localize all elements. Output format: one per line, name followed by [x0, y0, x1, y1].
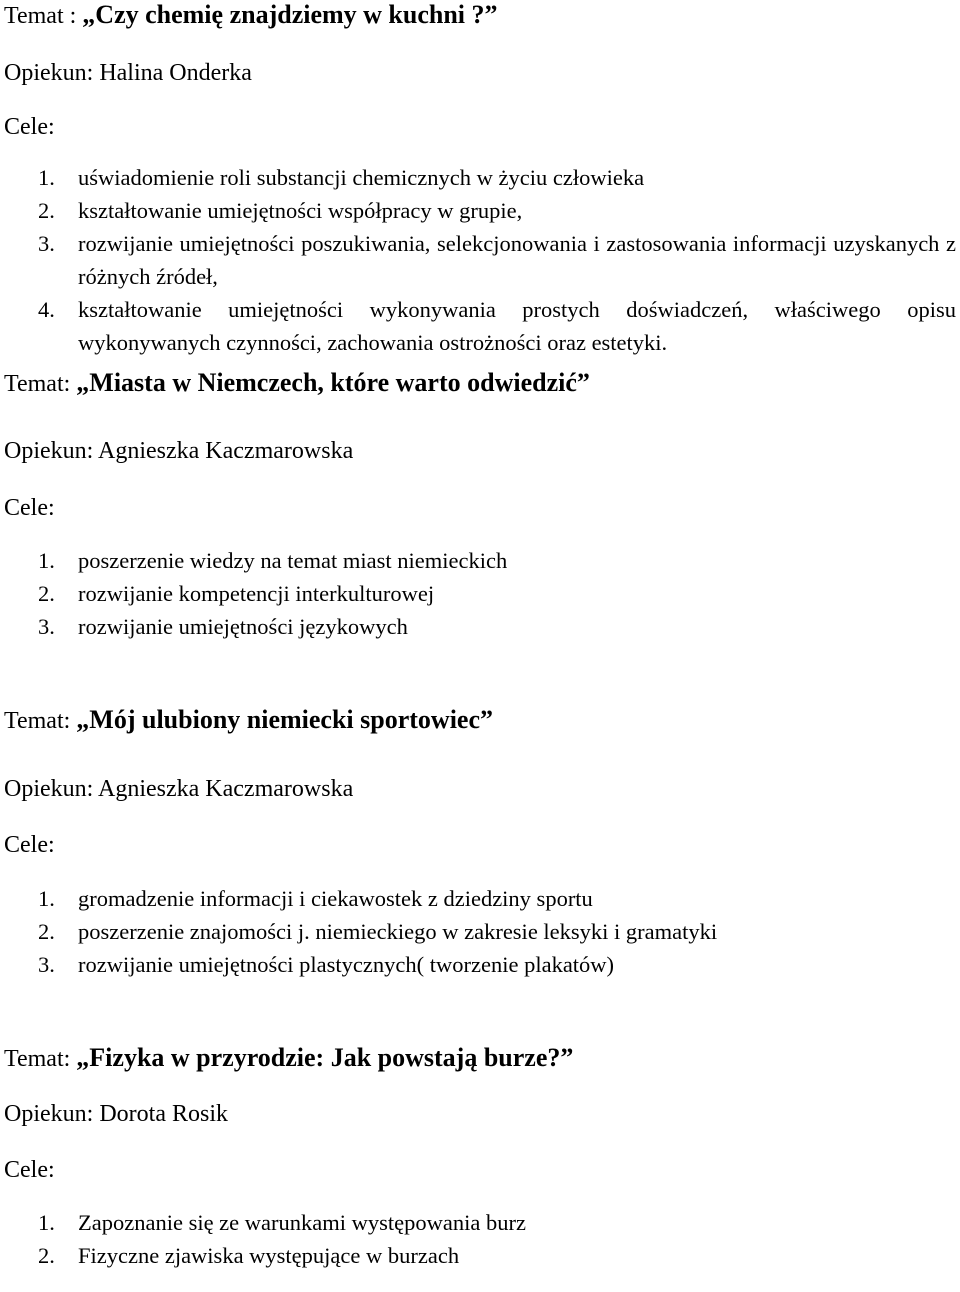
topic-heading	[4, 0, 956, 31]
goal-text: Zapoznanie się ze warunkami występowania burz	[78, 1210, 526, 1235]
document	[4, 0, 956, 1272]
goals-label: Cele:	[4, 832, 55, 858]
goal-number: 1.	[38, 1210, 55, 1235]
goal-text: poszerzenie znajomości j. niemieckiego w zakresie leksyki i gramatyki	[78, 919, 718, 944]
goals-list	[4, 1206, 956, 1272]
goal-number: 2.	[38, 198, 55, 223]
goals-label: Cele:	[4, 114, 55, 140]
guardian-line: Opiekun: Dorota Rosik	[4, 1101, 228, 1127]
goal-item	[4, 915, 956, 948]
topic-title: „Fizyka w przyrodzie: Jak powstają burze?”	[76, 1043, 574, 1072]
goal-number: 3.	[38, 231, 55, 256]
goal-number: 4.	[38, 297, 55, 322]
goal-text: kształtowanie umiejętności współpracy w grupie,	[78, 198, 523, 223]
goal-number: 2.	[38, 581, 55, 606]
goals-list	[4, 161, 956, 359]
goal-text: uświadomienie roli substancji chemicznych w życiu człowieka	[78, 165, 645, 190]
goals-label: Cele:	[4, 1157, 55, 1183]
topic-prefix: Temat:	[4, 1046, 77, 1072]
guardian-line: Opiekun: Agnieszka Kaczmarowska	[4, 438, 354, 464]
goal-text: kształtowanie umiejętności wykonywania prostych doświadczeń, właściwego opisu wykonywanych czynności, zachowania ostrożności oraz estetyki.	[78, 297, 956, 355]
goal-item	[4, 948, 956, 981]
goal-number: 3.	[38, 614, 55, 639]
goal-item	[4, 544, 956, 577]
topic-heading	[4, 1043, 956, 1074]
goal-item	[4, 293, 956, 359]
goal-item	[4, 1239, 956, 1272]
goal-text: poszerzenie wiedzy na temat miast niemieckich	[78, 548, 508, 573]
goal-item	[4, 610, 956, 643]
goal-number: 2.	[38, 919, 55, 944]
goal-text: rozwijanie umiejętności plastycznych( tworzenie plakatów)	[78, 952, 615, 977]
topic-title: „Miasta w Niemczech, które warto odwiedzić”	[76, 368, 590, 397]
goal-text: gromadzenie informacji i ciekawostek z dziedziny sportu	[78, 886, 593, 911]
goal-number: 1.	[38, 548, 55, 573]
goal-number: 3.	[38, 952, 55, 977]
goal-number: 1.	[38, 165, 55, 190]
goal-number: 1.	[38, 886, 55, 911]
goal-text: rozwijanie umiejętności językowych	[78, 614, 408, 639]
goal-item	[4, 1206, 956, 1239]
topic-heading	[4, 705, 956, 736]
goals-label: Cele:	[4, 495, 55, 521]
goal-item	[4, 577, 956, 610]
topic-section	[4, 0, 956, 359]
goal-item	[4, 882, 956, 915]
guardian-line: Opiekun: Agnieszka Kaczmarowska	[4, 776, 354, 802]
goal-item	[4, 194, 956, 227]
topic-section	[4, 705, 956, 981]
goal-text: rozwijanie umiejętności poszukiwania, selekcjonowania i zastosowania informacji uzyskanych z różnych źródeł,	[78, 231, 956, 289]
topic-title: „Czy chemię znajdziemy w kuchni ?”	[82, 0, 498, 29]
topic-section	[4, 368, 956, 643]
topic-heading	[4, 368, 956, 399]
goal-item	[4, 161, 956, 194]
topic-section	[4, 1043, 956, 1272]
goals-list	[4, 882, 956, 981]
goal-text: Fizyczne zjawiska występujące w burzach	[78, 1243, 460, 1268]
goal-item	[4, 227, 956, 293]
topic-prefix: Temat:	[4, 371, 77, 397]
goal-number: 2.	[38, 1243, 55, 1268]
topic-prefix: Temat :	[4, 3, 83, 29]
guardian-line: Opiekun: Halina Onderka	[4, 60, 252, 86]
goals-list	[4, 544, 956, 643]
topic-prefix: Temat:	[4, 708, 77, 734]
goal-text: rozwijanie kompetencji interkulturowej	[78, 581, 435, 606]
topic-title: „Mój ulubiony niemiecki sportowiec”	[76, 705, 494, 734]
